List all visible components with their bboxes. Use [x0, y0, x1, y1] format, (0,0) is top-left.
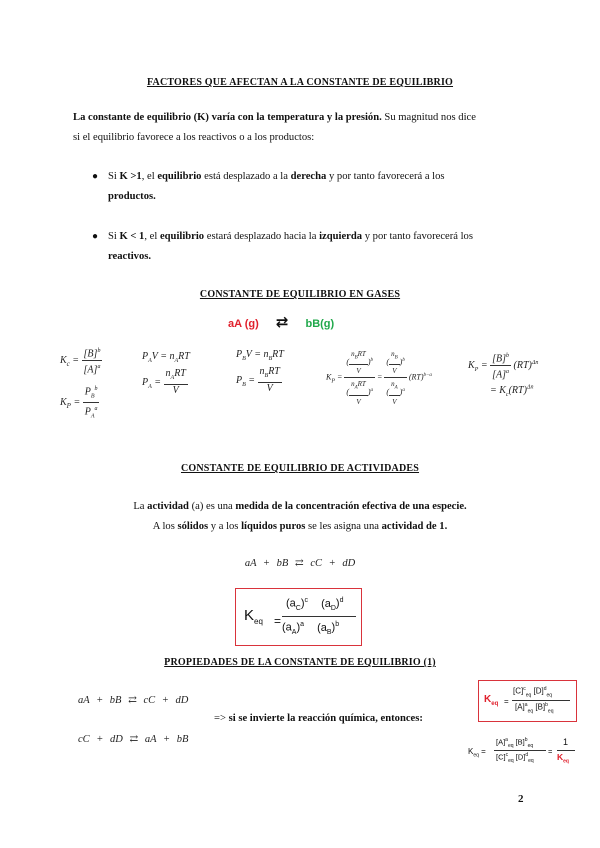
solids-text-pre: A los — [152, 521, 178, 532]
den-a-sub: A — [291, 628, 297, 636]
num-b-open: (a — [321, 597, 331, 610]
inversion-note — [214, 709, 423, 729]
keq-concentration-box — [478, 680, 577, 722]
keq-conc-equals: = — [504, 697, 509, 706]
section-title-activities: CONSTANTE DE EQUILIBRIO DE ACTIVIDADES — [180, 463, 420, 474]
num-b-exp: d — [339, 597, 344, 604]
keq-denominator: $(a_A)^a$ $(a_B)^b$ — [282, 621, 340, 636]
bullet2-line2: reactivos. — [108, 251, 152, 262]
activity-text-pre: La — [133, 501, 148, 512]
pb-ideal-gas-formula: $P_BV = n_BRT$ $P_B$ = $\frac{n_BRT}{V}$ — [236, 349, 284, 394]
den-b-exp: b — [335, 621, 340, 628]
bullet2-bold-k: K < 1 — [119, 231, 145, 242]
activity-definition — [0, 497, 600, 537]
bullet2-text-e: y por tanto favorecerá los — [362, 231, 473, 242]
page-number: 2 — [518, 793, 524, 805]
keq-fraction-bar — [282, 616, 356, 617]
activity-bold-def: medida de la concentración efectiva de una especie. — [235, 501, 467, 512]
num-a-open: (a — [286, 597, 296, 610]
reactant-label: aA (g) — [228, 318, 259, 330]
bullet1-text-a: Si — [108, 171, 120, 182]
den-b-sub: B — [326, 628, 332, 636]
den-a-open: (a — [282, 621, 292, 634]
bullet2-text-c: , el — [144, 231, 160, 242]
num-a-exp: c — [304, 597, 309, 604]
solids-bold: sólidos — [177, 521, 209, 532]
gas-reaction — [228, 313, 334, 331]
keq-inverse-formula — [468, 737, 580, 771]
bullet-icon: ● — [92, 171, 99, 182]
bullet2-bold-eq: equilibrio — [159, 231, 205, 242]
bullet1-line2: productos. — [108, 191, 156, 202]
keq-conc-numerator: $[C]^c_{eq}$ $[D]^d_{eq}$ — [513, 686, 553, 699]
keq-inverse-den: $[C]^c_{eq}$ $[D]^d_{eq}$ — [496, 752, 534, 764]
solids-text-mid: y a los — [208, 521, 242, 532]
activity-bold: actividad — [147, 501, 189, 512]
kp-kc-relation-formula: $K_P$ = $\frac{[B]^b}{[A]^a}$ (RT)$^{\Delta n}$ = $K_c(RT)^{\Delta n}$ — [468, 350, 538, 402]
intro-rest: Su magnitud nos dice — [381, 112, 476, 123]
product-label: bB(g) — [305, 318, 335, 330]
kc-formula: $K_c$ = $\frac{[B]^b}{[A]^a}$ — [60, 345, 102, 377]
kp-substituted-formula: $K_P$ = ( $\frac{n_BRT}{V}$ )$^b$ ( $\frac{n_ART}{V}$ )$^a$ = ( $\frac{n_B}{V}$ )$^b$ ( $\frac{n_A}{V}$ )$^a$ (RT)$^{b-a}$ — [326, 350, 432, 406]
pa-ideal-gas-formula: $P_AV = n_ART$ $P_A$ = $\frac{n_ART}{V}$ — [142, 351, 190, 396]
keq-symbol — [244, 607, 263, 626]
keq-letter: K — [244, 607, 255, 624]
keq-inverse-label: $K_{eq}$ = — [468, 747, 486, 759]
section-title-gases: CONSTANTE DE EQUILIBRIO EN GASES — [199, 289, 401, 300]
bullet-icon: ● — [92, 231, 99, 242]
keq-inverse-red: $K_{eq}$ — [557, 752, 569, 765]
forward-reaction: aA + bB ⇄ cC + dD — [78, 695, 189, 706]
reverse-reaction: cC + dD ⇄ aA + bB — [78, 734, 189, 745]
keq-numerator: $(a_C)^c$ $(a_D)^d$ — [286, 597, 344, 612]
bullet1-bold-dir: derecha — [290, 171, 327, 182]
bullet1-text-d: está desplazado a la — [201, 171, 291, 182]
keq-activities-box — [235, 588, 362, 646]
section-title-properties: PROPIEDADES DE LA CONSTANTE DE EQUILIBRIO (1) — [164, 657, 436, 668]
liquids-bold: líquidos puros — [241, 521, 306, 532]
keq-equals: = — [274, 614, 282, 628]
bullet2-text-a: Si — [108, 231, 120, 242]
bullet1-bold-eq: equilibrio — [157, 171, 202, 182]
bullet1-bold-k: K >1 — [119, 171, 142, 182]
den-a-exp: a — [300, 621, 305, 628]
keq-inverse-bar2 — [557, 750, 575, 751]
kp-formula-partial: $K_P$ = $\frac{P_B^b}{P_A^a}$ — [60, 383, 99, 423]
bullet-item-2 — [92, 227, 532, 267]
activity-reaction-equation: aA + bB ⇄ cC + dD — [244, 558, 356, 569]
den-b-open: (a — [317, 621, 327, 634]
solids-text-mid2: se les asigna una — [305, 521, 382, 532]
intro-bold: La constante de equilibrio (K) varía con la temperatura y la presión. — [73, 112, 382, 123]
keq-inverse-bar — [494, 750, 546, 751]
bullet1-text-e: y por tanto favorecerá a los — [326, 171, 445, 182]
activity-text-mid: (a) es una — [188, 501, 236, 512]
bullet2-bold-dir: izquierda — [319, 231, 363, 242]
implies-arrow: => — [214, 713, 229, 724]
keq-conc-denominator: $[A]^a_{eq}$ $[B]^b_{eq}$ — [515, 702, 554, 715]
keq-sub: eq — [254, 617, 263, 626]
keq-inverse-num: $[A]^a_{eq}$ $[B]^b_{eq}$ — [496, 737, 534, 749]
keq-inverse-equals: = — [548, 747, 553, 756]
equilibrium-arrow-icon: ⇄ — [275, 314, 289, 331]
intro-line2: si el equilibrio favorece a los reactivos o a los productos: — [73, 132, 315, 143]
keq-conc-bar — [512, 700, 570, 701]
num-a-sub: C — [295, 604, 301, 612]
keq-red-label: $K_{eq}$ — [484, 694, 499, 707]
section-title-factors: FACTORES QUE AFECTAN A LA CONSTANTE DE EQUILIBRIO — [146, 77, 454, 88]
activity-one-bold: actividad de 1. — [381, 521, 448, 532]
keq-inverse-one: 1 — [563, 737, 569, 747]
bullet2-text-d: estará desplazado hacia la — [204, 231, 320, 242]
bullet1-text-c: , el — [141, 171, 158, 182]
inversion-bold: si se invierte la reacción química, entonces: — [228, 713, 423, 724]
num-b-sub: D — [330, 604, 336, 612]
intro-paragraph — [73, 108, 533, 148]
bullet-item-1 — [92, 167, 532, 207]
